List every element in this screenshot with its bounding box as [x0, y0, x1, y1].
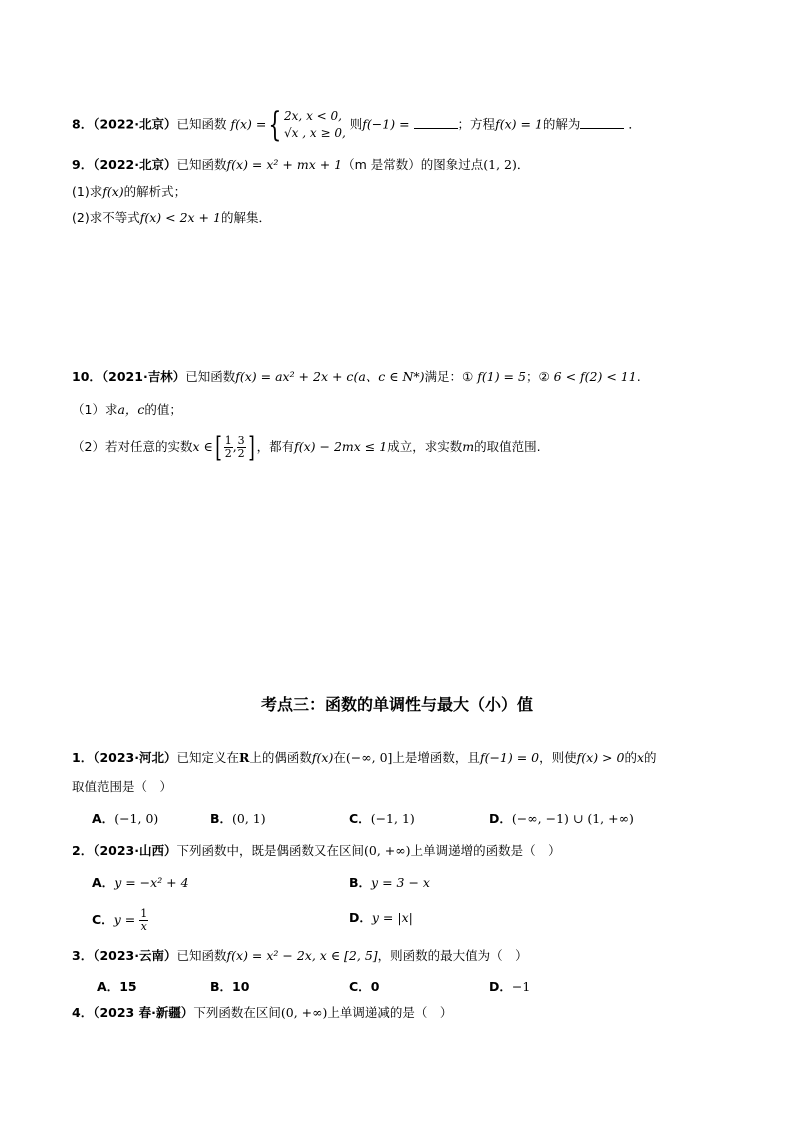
question-source: （2023 春·新疆）: [93, 1005, 194, 1020]
option-value: 0: [370, 979, 380, 994]
question-text: 满足：①: [424, 369, 474, 384]
question-number: 10．: [72, 369, 102, 384]
option-d[interactable]: [489, 809, 634, 829]
option-label: B．: [210, 811, 233, 826]
math-expression: f(x) < 2x + 1: [139, 210, 221, 225]
question-source: （2023·山西）: [93, 843, 177, 858]
question-text: ，则函数的最大值为（ ）: [377, 948, 528, 963]
option-label: D．: [349, 910, 372, 925]
punctuation: .: [636, 369, 641, 384]
part-label: （2）若对任意的实数: [72, 439, 193, 454]
question-text: ；②: [525, 369, 550, 384]
option-a[interactable]: [92, 809, 158, 829]
bracket-right: ]: [247, 430, 255, 464]
option-value: (−∞, −1) ∪ (1, +∞): [511, 811, 634, 826]
question-text: 取值范围是（ ）: [72, 779, 173, 794]
question-source: （2022·北京）: [93, 116, 177, 132]
question-9-part-1: [72, 182, 186, 202]
fraction-denominator: 2: [224, 447, 232, 460]
section-question-1: [72, 748, 657, 768]
question-number: 4．: [72, 1005, 94, 1020]
math-expression: f(x) = x² + mx + 1: [226, 157, 343, 172]
question-source: （2022·北京）: [93, 157, 177, 172]
option-value: y = −x² + 4: [114, 875, 189, 890]
option-value: (−1, 1): [370, 811, 415, 826]
option-label: D．: [489, 979, 512, 994]
case-2: √x , x ≥ 0,: [284, 126, 346, 140]
answer-blank[interactable]: [580, 116, 624, 129]
option-value: 10: [232, 979, 250, 994]
question-text: （m 是常数）的图象过点: [342, 157, 484, 172]
question-text: ，都有: [256, 439, 295, 454]
question-10-part-2: （2）若对任意的实数x ∈[ $\frac{1}{2}$ , $\frac{3}{2}$ ] ，都有f(x) − 2mx ≤ 1成立，求实数m的取值范围.: [72, 430, 541, 464]
math-expression: f(x) = x² − 2x, x ∈ [2, 5]: [226, 948, 378, 963]
math-expression: x: [636, 750, 645, 765]
math-expression: (1, 2): [483, 157, 517, 172]
function-f: f(x) =: [230, 116, 267, 132]
question-source: （2021·吉林）: [101, 369, 186, 384]
option-label: C．: [92, 912, 114, 927]
fraction-numerator: 1: [140, 907, 148, 920]
fraction-numerator: 1: [224, 434, 232, 447]
option-fraction: [139, 908, 148, 933]
option-b[interactable]: [210, 809, 266, 829]
answer-blank[interactable]: [414, 116, 458, 129]
option-label: A．: [97, 979, 120, 994]
option-value: y =: [113, 912, 136, 927]
question-number: 2．: [72, 843, 94, 858]
math-expression: m: [462, 439, 475, 454]
question-8: [72, 105, 641, 145]
option-d[interactable]: [489, 977, 530, 997]
question-10-part-1: [72, 400, 182, 420]
math-expression: f(x): [311, 750, 334, 765]
question-text: 的: [624, 750, 637, 765]
question-text: 上是增函数，且: [392, 750, 480, 765]
option-value: −1: [511, 979, 531, 994]
section-heading: 考点三：函数的单调性与最大（小）值: [260, 695, 533, 714]
math-expression: f(1) = 5: [477, 369, 526, 384]
question-text: ，则使: [539, 750, 577, 765]
question-text: 已知定义在: [176, 750, 240, 765]
question-text: 则: [349, 116, 363, 132]
bracket-left: [: [214, 430, 222, 464]
math-expression: (a、c ∈ N*): [353, 369, 425, 384]
option-d[interactable]: [349, 908, 413, 928]
math-expression: f(x) = ax² + 2x + c: [235, 369, 354, 384]
question-text: 上单调递增的函数是（ ）: [410, 843, 561, 858]
question-text: 的解集．: [220, 210, 271, 225]
question-10: [72, 367, 641, 387]
fraction-denominator: x: [140, 920, 147, 933]
case-1: 2x, x < 0,: [284, 109, 342, 123]
option-c[interactable]: [92, 905, 148, 935]
punctuation: ．: [516, 157, 530, 172]
question-number: 8．: [72, 116, 94, 132]
question-text: 已知函数: [185, 369, 236, 384]
question-text: 的解为: [542, 116, 581, 132]
option-value: (−1, 0): [114, 811, 159, 826]
question-text: 上的偶函数: [249, 750, 312, 765]
question-text: 的解析式；: [123, 184, 187, 199]
question-number: 1．: [72, 750, 94, 765]
math-expression: f(x) = 1: [495, 116, 543, 132]
question-number: 3．: [72, 948, 94, 963]
fraction-2: [237, 435, 246, 460]
part-label: (2)求不等式: [72, 210, 140, 225]
question-text: 的取值范围.: [474, 439, 541, 454]
question-text: 下列函数在区间: [193, 1005, 281, 1020]
math-expression: f(x) > 0: [576, 750, 625, 765]
question-text: ；方程: [457, 116, 496, 132]
section-question-4: [72, 1003, 452, 1023]
option-value: (0, 1): [232, 811, 266, 826]
section-question-2: [72, 841, 561, 861]
question-text: 下列函数中，既是偶函数又在区间: [176, 843, 365, 858]
math-expression: f(−1) =: [362, 116, 410, 132]
question-text: 上单调递减的是（ ）: [327, 1005, 453, 1020]
question-source: （2023·云南）: [93, 948, 177, 963]
math-expression: x ∈: [192, 439, 213, 454]
question-9: [72, 155, 529, 175]
question-text: 在: [333, 750, 346, 765]
section-question-1-line-2: [72, 777, 172, 797]
option-label: B．: [210, 979, 233, 994]
math-expression: R: [239, 750, 250, 765]
punctuation: ．: [628, 116, 641, 132]
question-text: 成立，求实数: [387, 439, 463, 454]
brace-symbol: {: [268, 105, 282, 145]
option-label: B．: [349, 875, 372, 890]
question-number: 9．: [72, 157, 94, 172]
math-expression: f(x): [102, 184, 124, 199]
section-question-3: [72, 946, 528, 966]
option-a[interactable]: [92, 873, 189, 893]
part-label: （1）求: [72, 402, 118, 417]
option-b[interactable]: [349, 873, 430, 893]
option-label: C．: [349, 979, 371, 994]
option-label: D．: [489, 811, 512, 826]
option-label: A．: [92, 875, 115, 890]
question-9-part-2: [72, 208, 271, 228]
math-expression: 6 < f(2) < 11: [553, 369, 637, 384]
math-expression: a，c: [117, 402, 145, 417]
option-value: y = |x|: [371, 910, 413, 925]
math-expression: (−∞, 0]: [345, 750, 393, 765]
piecewise-cases: [284, 108, 346, 142]
fraction-denominator: 2: [237, 447, 245, 460]
option-label: C．: [349, 811, 371, 826]
fraction-numerator: 3: [237, 434, 245, 447]
question-text: 已知函数: [176, 157, 227, 172]
option-b[interactable]: [210, 977, 249, 997]
option-value: y = 3 − x: [371, 875, 430, 890]
question-text: 已知函数: [176, 948, 227, 963]
question-text: 已知函数: [176, 116, 227, 132]
math-expression: f(x) − 2mx ≤ 1: [294, 439, 388, 454]
option-a[interactable]: [97, 977, 137, 997]
part-label: (1)求: [72, 184, 103, 199]
option-c[interactable]: [349, 977, 379, 997]
math-expression: f(−1) = 0: [479, 750, 540, 765]
question-text: 的值；: [144, 402, 182, 417]
fraction-1: [224, 435, 233, 460]
question-source: （2023·河北）: [93, 750, 177, 765]
math-expression: (0, +∞): [364, 843, 411, 858]
option-value: 15: [119, 979, 137, 994]
question-text: 的: [644, 750, 657, 765]
math-expression: (0, +∞): [280, 1005, 328, 1020]
option-c[interactable]: [349, 809, 415, 829]
option-label: A．: [92, 811, 115, 826]
